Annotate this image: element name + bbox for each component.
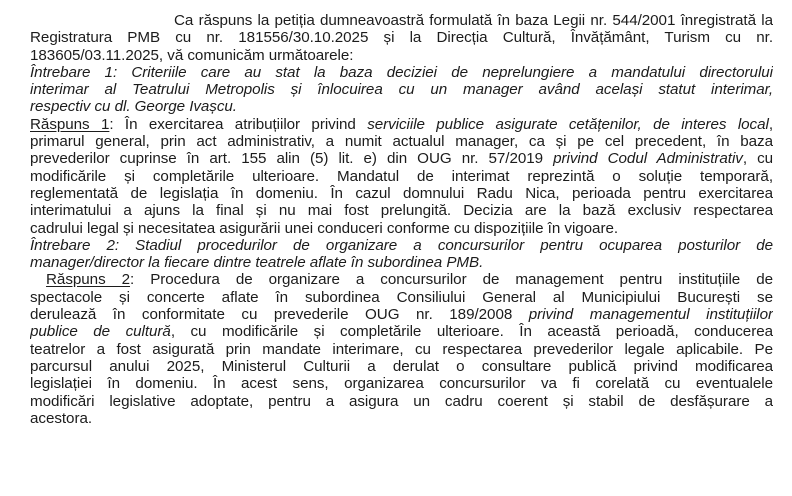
italic-run: publice de cultură	[30, 323, 171, 341]
italic-run: privind Codul Administrativ	[553, 150, 743, 168]
text-line	[30, 116, 773, 133]
text-run: : Procedura de organizare a concursurilor de management pentru instituțiile de	[130, 271, 773, 289]
text-line: reglementată de legislația în domeniu. În cazul domnului Radu Nica, perioada pentru exercitarea	[30, 184, 773, 202]
text-line: primarul general, prin act administrativ, a numit actualul manager, ca și pe cel precedent, în baza	[30, 133, 773, 151]
text-line: legislației în domeniu. În acest sens, organizarea concursurilor va fi corelată cu eventualele	[30, 375, 773, 393]
text-line: Întrebare 1: Criteriile care au stat la baza deciziei de neprelungiere a mandatului directorului	[30, 63, 773, 81]
text-line: modificări legislative adoptate, pentru a asigura un cadru coerent și stabil de desfășurare a	[30, 392, 773, 410]
answer-2	[30, 271, 773, 427]
answer-1-label: Răspuns 1	[30, 115, 110, 133]
italic-run: serviciile publice asigurate cetățenilor, de interes local	[367, 115, 769, 133]
text-line: acestora.	[30, 409, 93, 427]
text-line: modificările și completările ulterioare. Mandatul de interimat reprezintă o soluție temporară,	[30, 167, 773, 185]
question-2	[30, 237, 773, 272]
text-run: ,	[768, 115, 773, 133]
answer-1	[30, 116, 773, 237]
text-line: interimatului a ajuns la final și nu mai fost prelungită. Decizia are la bază exclusiv respectarea	[30, 202, 773, 220]
intro-paragraph	[30, 12, 773, 64]
text-line: respectiv cu dl. George Ivașcu.	[30, 98, 237, 116]
document-page	[30, 12, 773, 427]
text-line: teatrelor a fost asigurată prin mandate interimare, cu respectarea prevederilor legale aplicabile. Pe	[30, 340, 773, 358]
text-run: , cu modificările și completările ulterioare. În această perioadă, conducerea	[170, 323, 773, 341]
text-line: Ca răspuns la petiția dumneavoastră formulată în baza Legii nr. 544/2001 înregistrată la	[174, 12, 773, 29]
text-run: prevederilor cuprinse în art. 155 alin (5) lit. e) din OUG nr. 57/2019	[30, 150, 554, 168]
italic-run: privind managementul instituțiilor	[528, 306, 773, 324]
text-line: parcursul anului 2025, Ministerul Culturii a derulat o consultare publică privind modificarea	[30, 357, 773, 375]
text-line: 183605/03.11.2025, vă comunicăm următoarele:	[30, 46, 354, 64]
text-line	[30, 150, 773, 167]
text-run: derulează în conformitate cu prevederile OUG nr. 189/2008	[30, 306, 529, 324]
text-line	[30, 271, 773, 288]
answer-2-label: Răspuns 2	[46, 271, 131, 289]
text-line: Registratura PMB cu nr. 181556/30.10.2025 și la Direcția Cultură, Învățământ, Turism cu nr.	[30, 29, 773, 47]
text-line	[30, 306, 773, 323]
text-line: spectacole și concerte aflate în subordinea Consiliului General al Municipiului București se	[30, 288, 773, 306]
text-line: cadrului legal și necesitatea asigurării unei conduceri conforme cu dispozițiile în vigoare.	[30, 219, 619, 237]
text-line	[30, 323, 773, 340]
question-1	[30, 64, 773, 116]
text-line: interimar al Teatrului Metropolis și înlocuirea cu un manager având același statut interimar,	[30, 81, 773, 99]
text-line: manager/director la fiecare dintre teatrele aflate în subordinea PMB.	[30, 254, 484, 272]
text-run: : În exercitarea atribuțiilor privind	[109, 115, 368, 133]
text-run: , cu	[742, 150, 773, 168]
text-line: Întrebare 2: Stadiul procedurilor de organizare a concursurilor pentru ocuparea posturilor de	[30, 236, 773, 254]
